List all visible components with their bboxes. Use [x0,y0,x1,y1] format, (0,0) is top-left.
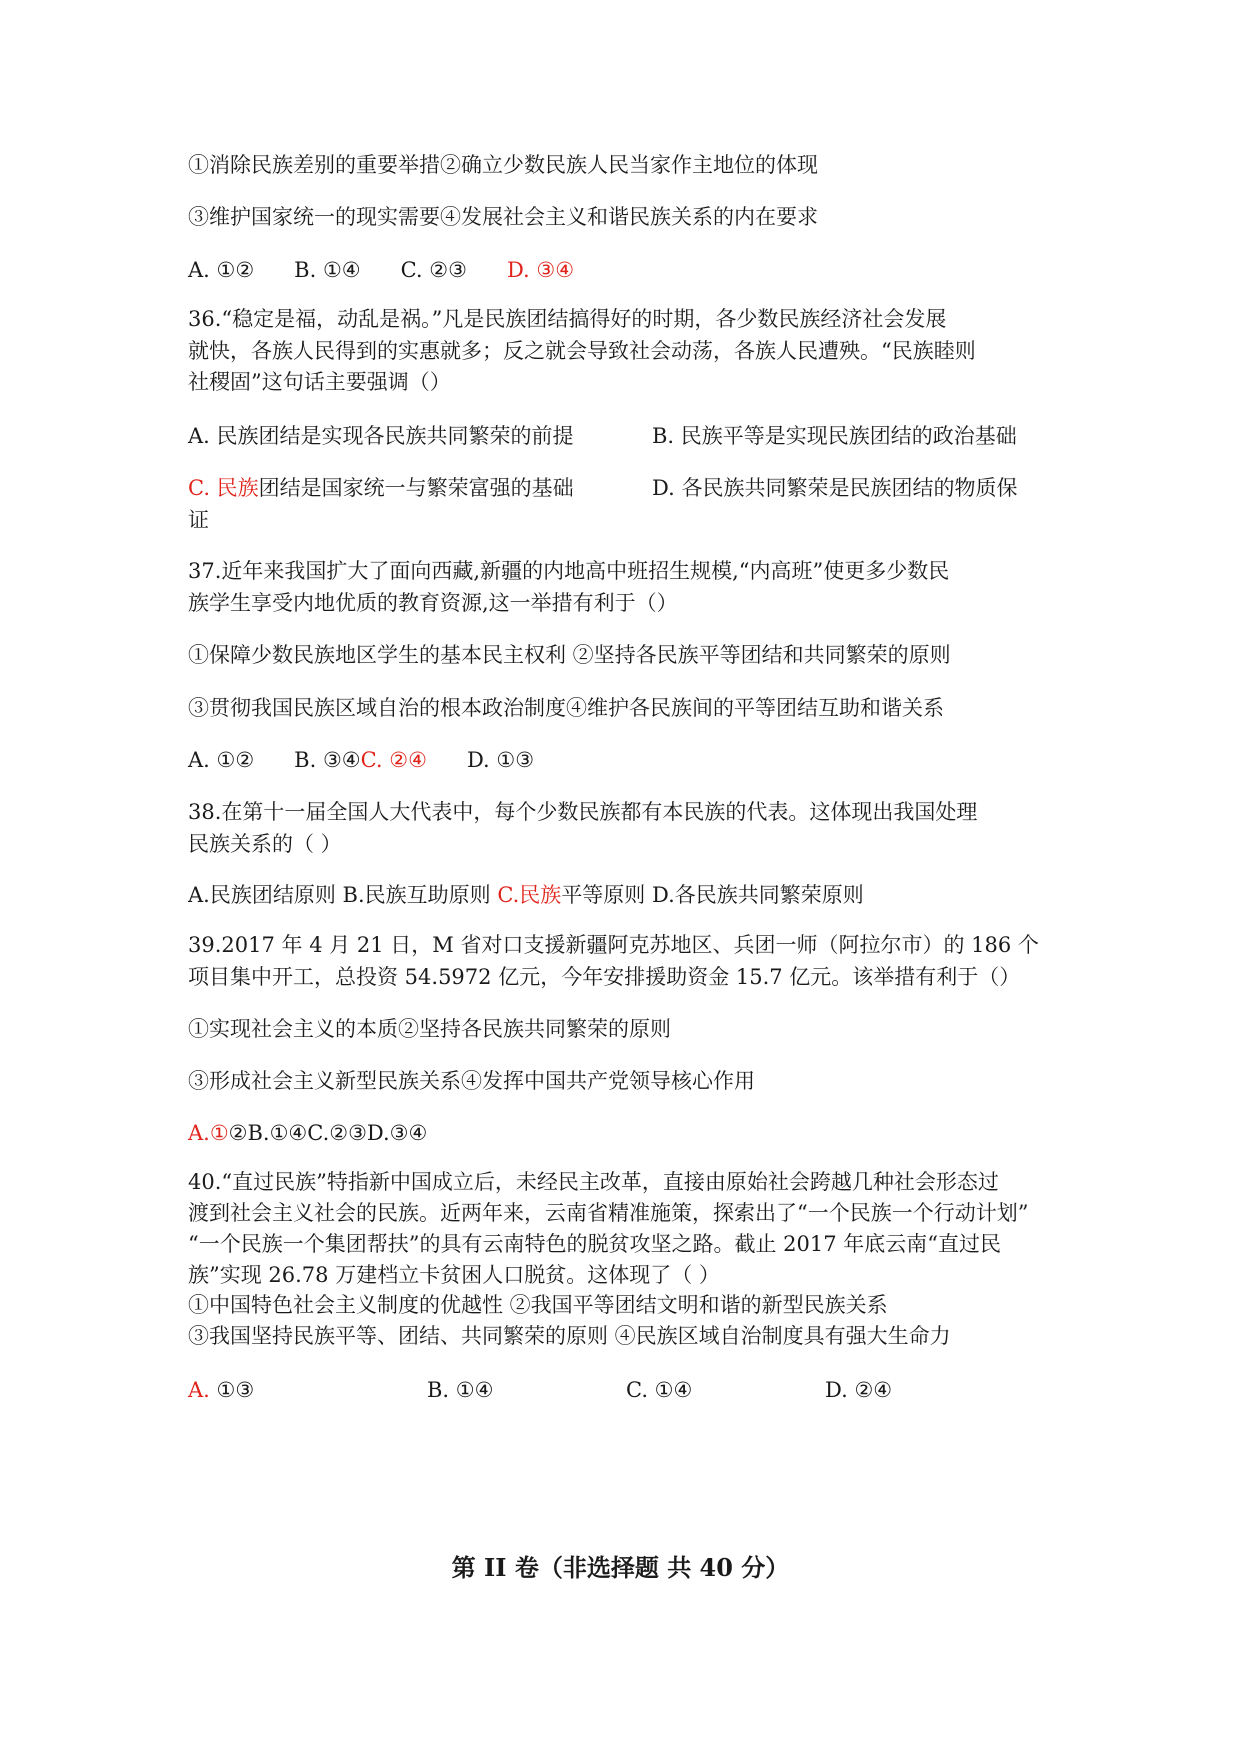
q39-options [188,1118,427,1148]
q38-option-c-answer-mark: C.民族 [497,883,562,907]
q37-options [188,745,534,775]
q35-statement-1-2: ①消除民族差别的重要举措②确立少数民族人民当家作主地位的体现 [188,153,818,177]
q35-option-d-answer: D. ③④ [506,258,575,282]
q40-stem-line-3: “一个民族一个集团帮扶”的具有云南特色的脱贫攻坚之路。截止 2017 年底云南“直过民 [188,1232,1001,1256]
q40-option-d: D. ②④ [825,1378,893,1402]
q39-stem-line-1: 39.2017 年 4 月 21 日，M 省对口支援新疆阿克苏地区、兵团一师（阿拉尔市）的 186 个 [188,933,1039,957]
q37-statement-3-4: ③贯彻我国民族区域自治的根本政治制度④维护各民族间的平等团结互助和谐关系 [188,696,944,720]
q40-statement-1-2: ①中国特色社会主义制度的优越性 ②我国平等团结文明和谐的新型民族关系 [188,1293,888,1317]
q38-stem-line-2: 民族关系的（ ） [188,832,342,856]
q40-stem-line-1: 40.“直过民族”特指新中国成立后，未经民主改革，直接由原始社会跨越几种社会形态过 [188,1170,999,1194]
q39-statement-1-2: ①实现社会主义的本质②坚持各民族共同繁荣的原则 [188,1017,671,1041]
q36-option-b: B. 民族平等是实现民族团结的政治基础 [652,424,1017,448]
q40-statement-3-4: ③我国坚持民族平等、团结、共同繁荣的原则 ④民族区域自治制度具有强大生命力 [188,1324,951,1348]
q37-option-c-answer: C. ②④ [360,748,427,772]
q37-option-b: B. ③④ [294,748,361,772]
q39-option-a-answer-mark: A.① [188,1121,229,1145]
q35-statement-3-4: ③维护国家统一的现实需要④发展社会主义和谐民族关系的内在要求 [188,205,818,229]
q40-option-a-answer-mark: A. [188,1378,210,1402]
q36-option-d: D. 各民族共同繁荣是民族团结的物质保 [652,476,1018,500]
q36-stem-line-3: 社稷固”这句话主要强调（） [188,370,451,394]
q37-stem-line-1: 37.近年来我国扩大了面向西藏,新疆的内地高中班招生规模,“内高班”使更多少数民 [188,559,950,583]
q36-option-c-text: 团结是国家统一与繁荣富强的基础 [258,476,574,500]
q40-option-b: B. ①④ [427,1378,494,1402]
q39-statement-3-4: ③形成社会主义新型民族关系④发挥中国共产党领导核心作用 [188,1069,755,1093]
q36-stem-line-1: 36.“稳定是福，动乱是祸。”凡是民族团结搞得好的时期，各少数民族经济社会发展 [188,307,947,331]
q36-stem-line-2: 就快，各族人民得到的实惠就多；反之就会导致社会动荡，各族人民遭殃。“民族睦则 [188,339,976,363]
q38-options-a-b: A.民族团结原则 B.民族互助原则 [188,883,498,907]
q40-stem-line-2: 渡到社会主义社会的民族。近两年来，云南省精准施策，探索出了“一个民族一个行动计划” [188,1201,1029,1225]
q36-option-d-continued: 证 [188,508,209,532]
q36-option-c-answer-mark: C. 民族 [188,476,259,500]
q40-option-c: C. ①④ [626,1378,693,1402]
q35-option-c: C. ②③ [400,258,467,282]
q36-option-a: A. 民族团结是实现各民族共同繁荣的前提 [188,424,574,448]
q37-option-a: A. ①② [188,748,255,772]
q38-options [188,880,864,910]
q40-stem-line-4: 族”实现 26.78 万建档立卡贫困人口脱贫。这体现了（ ） [188,1263,720,1287]
q40-option-a-text: ①③ [209,1378,255,1402]
q37-option-d: D. ①③ [466,748,535,772]
q38-stem-line-1: 38.在第十一届全国人大代表中，每个少数民族都有本民族的代表。这体现出我国处理 [188,800,978,824]
q37-statement-1-2: ①保障少数民族地区学生的基本民主权利 ②坚持各民族平等团结和共同繁荣的原则 [188,643,951,667]
q39-stem-line-2: 项目集中开工，总投资 54.5972 亿元，今年安排援助资金 15.7 亿元。该举措有利于（） [188,965,1021,989]
q35-options [188,255,574,285]
q40-option-a [188,1375,254,1405]
q37-stem-line-2: 族学生享受内地优质的教育资源,这一举措有利于（） [188,591,678,615]
q39-options-rest: ②B.①④C.②③D.③④ [228,1121,428,1145]
q36-option-c [188,473,574,503]
q35-option-b: B. ①④ [294,258,361,282]
section-ii-title: 第 II 卷（非选择题 共 40 分） [451,1553,790,1582]
q38-options-c-d: 平等原则 D.各民族共同繁荣原则 [561,883,864,907]
q35-option-a: A. ①② [188,258,255,282]
